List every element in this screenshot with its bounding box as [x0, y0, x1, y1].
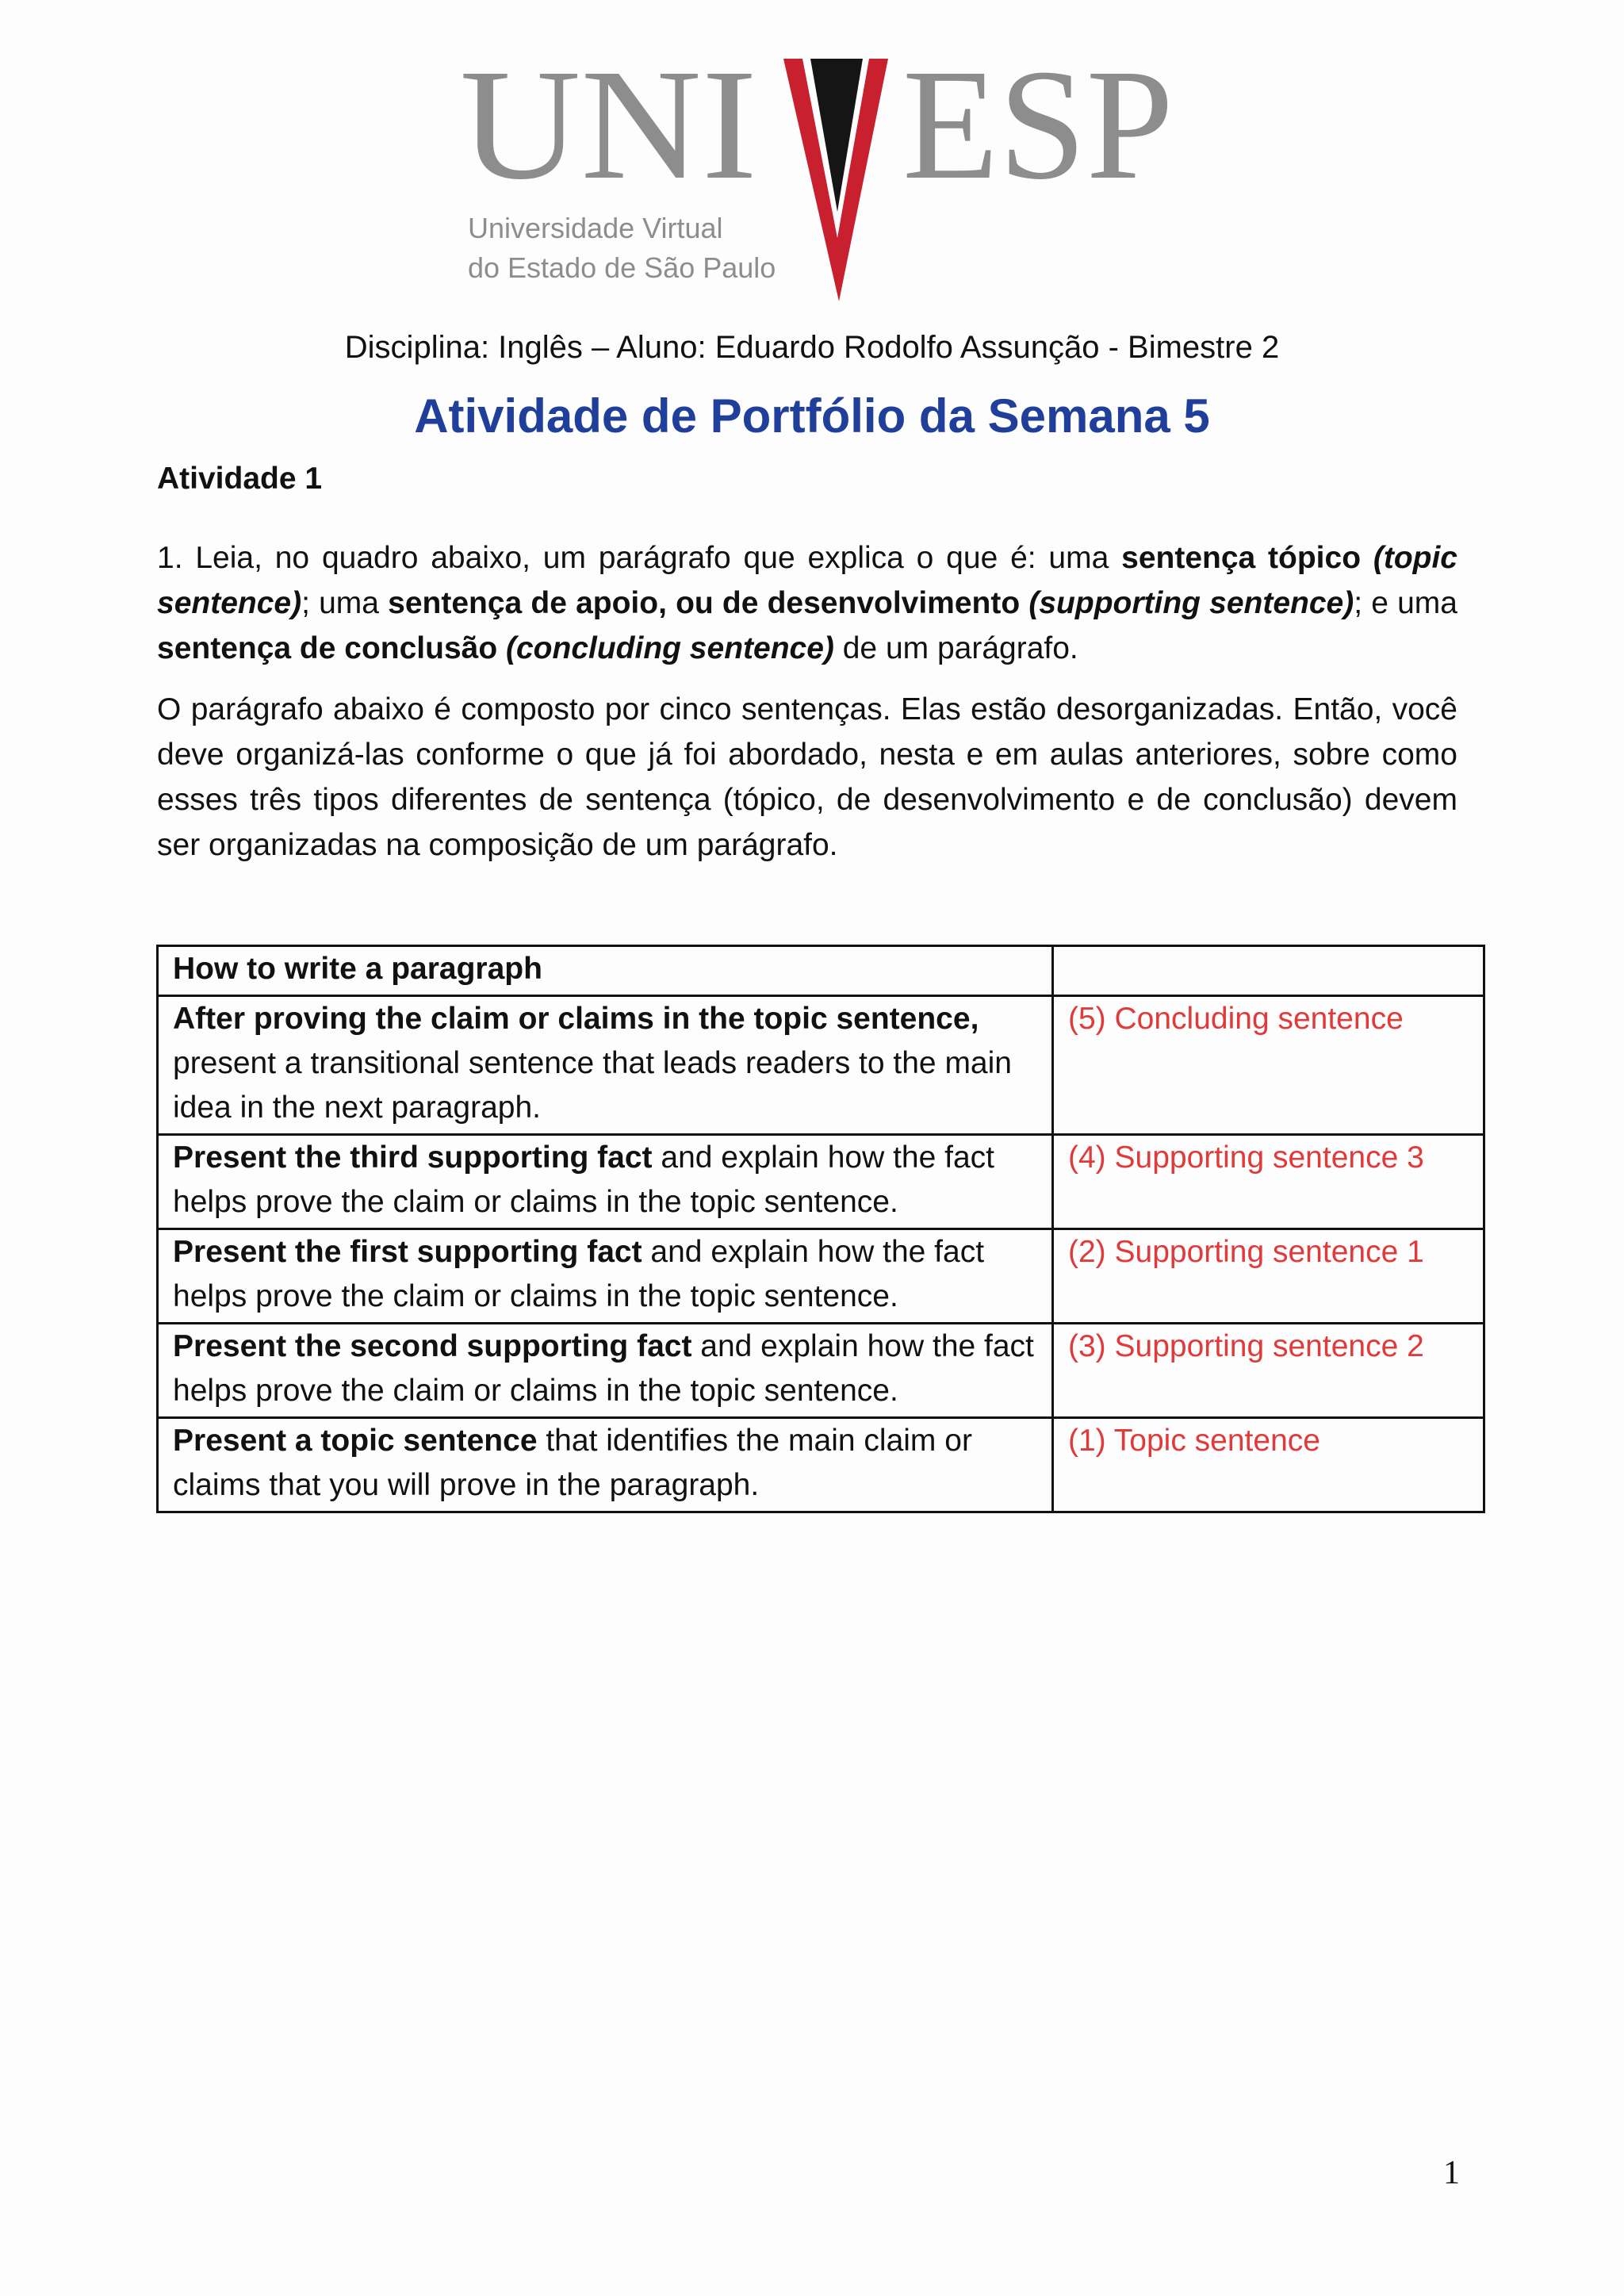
table-cell-answer: (1) Topic sentence — [1053, 1418, 1484, 1512]
univesp-logo — [460, 49, 1174, 311]
instruction-bold: Present a topic sentence — [173, 1424, 538, 1458]
instruction-paragraph-1 — [157, 535, 1457, 671]
table-row — [158, 1418, 1484, 1512]
para1-text: ; uma — [301, 586, 389, 620]
table-header-cell-empty — [1053, 946, 1484, 996]
para1-italic-concluding: (concluding sentence) — [506, 631, 834, 665]
activity-heading: Atividade 1 — [157, 462, 323, 496]
table-row — [158, 1324, 1484, 1418]
instruction-bold: After proving the claim or claims in the topic sentence, — [173, 1002, 979, 1036]
logo-wordmark-right: ESP — [902, 49, 1174, 213]
table-cell-answer: (5) Concluding sentence — [1053, 996, 1484, 1135]
para1-text — [497, 631, 506, 665]
table-cell-instruction — [158, 1324, 1053, 1418]
para1-text — [1361, 541, 1373, 575]
table-row — [158, 1229, 1484, 1324]
instruction-bold: Present the second supporting fact — [173, 1329, 692, 1363]
logo-tagline-line1: Universidade Virtual — [468, 212, 723, 244]
table-row — [158, 996, 1484, 1135]
paragraph-structure-table — [156, 945, 1485, 1513]
instruction-text: that identifies the main claim or claims that you will prove in the paragraph. — [173, 1424, 972, 1502]
instruction-text: and explain how the fact helps prove the claim or claims in the topic sentence. — [173, 1235, 985, 1313]
logo-wordmark-left: UNI — [460, 49, 757, 213]
table-cell-answer: (3) Supporting sentence 2 — [1053, 1324, 1484, 1418]
para1-text — [1020, 586, 1028, 620]
instruction-text: and explain how the fact helps prove the claim or claims in the topic sentence. — [173, 1329, 1034, 1408]
para1-text: ; e uma — [1354, 586, 1457, 620]
table-cell-answer: (2) Supporting sentence 1 — [1053, 1229, 1484, 1324]
para1-italic-topic: (topic sentence) — [157, 541, 1457, 620]
instruction-paragraph-2: O parágrafo abaixo é composto por cinco sentenças. Elas estão desorganizadas. Então, você deve organizá-las conforme o que já foi abordado, nesta e em aulas anteriores, sobre como esses três tipos diferentes de sentença (tópico, de desenvolvimento e de conclusão) devem ser organizadas na composição de um parágrafo. — [157, 692, 1457, 862]
instruction-text: and explain how the fact helps prove the claim or claims in the topic sentence. — [173, 1140, 995, 1219]
table-row — [158, 1135, 1484, 1229]
page-title: Atividade de Portfólio da Semana 5 — [414, 389, 1210, 443]
table-header-cell — [158, 946, 1053, 996]
para1-bold-topic: sentença tópico — [1121, 541, 1362, 575]
para1-text: 1. Leia, no quadro abaixo, um parágrafo que explica o que é: uma — [157, 541, 1122, 575]
para1-bold-concluding: sentença de conclusão — [157, 631, 498, 665]
subject-line: Disciplina: Inglês – Aluno: Eduardo Rodolfo Assunção - Bimestre 2 — [344, 330, 1280, 365]
table-cell-instruction — [158, 1135, 1053, 1229]
instruction-text: present a transitional sentence that leads readers to the main idea in the next paragraph. — [173, 1046, 1012, 1125]
logo-tagline-line2: do Estado de São Paulo — [468, 251, 776, 284]
table-cell-instruction — [158, 996, 1053, 1135]
table-header-row — [158, 946, 1484, 996]
instruction-bold: Present the third supporting fact — [173, 1140, 653, 1175]
para1-text: de um parágrafo. — [833, 631, 1078, 665]
para1-bold-supporting: sentença de apoio, ou de desenvolvimento — [388, 586, 1021, 620]
univesp-logo-graphic — [460, 49, 1174, 311]
para1-italic-supporting: (supporting sentence) — [1028, 586, 1354, 620]
table-cell-instruction — [158, 1418, 1053, 1512]
page-number: 1 — [1443, 2155, 1460, 2191]
table-cell-answer: (4) Supporting sentence 3 — [1053, 1135, 1484, 1229]
instruction-bold: Present the first supporting fact — [173, 1235, 642, 1269]
table-header-text: How to write a paragraph — [173, 952, 542, 986]
table-cell-instruction — [158, 1229, 1053, 1324]
